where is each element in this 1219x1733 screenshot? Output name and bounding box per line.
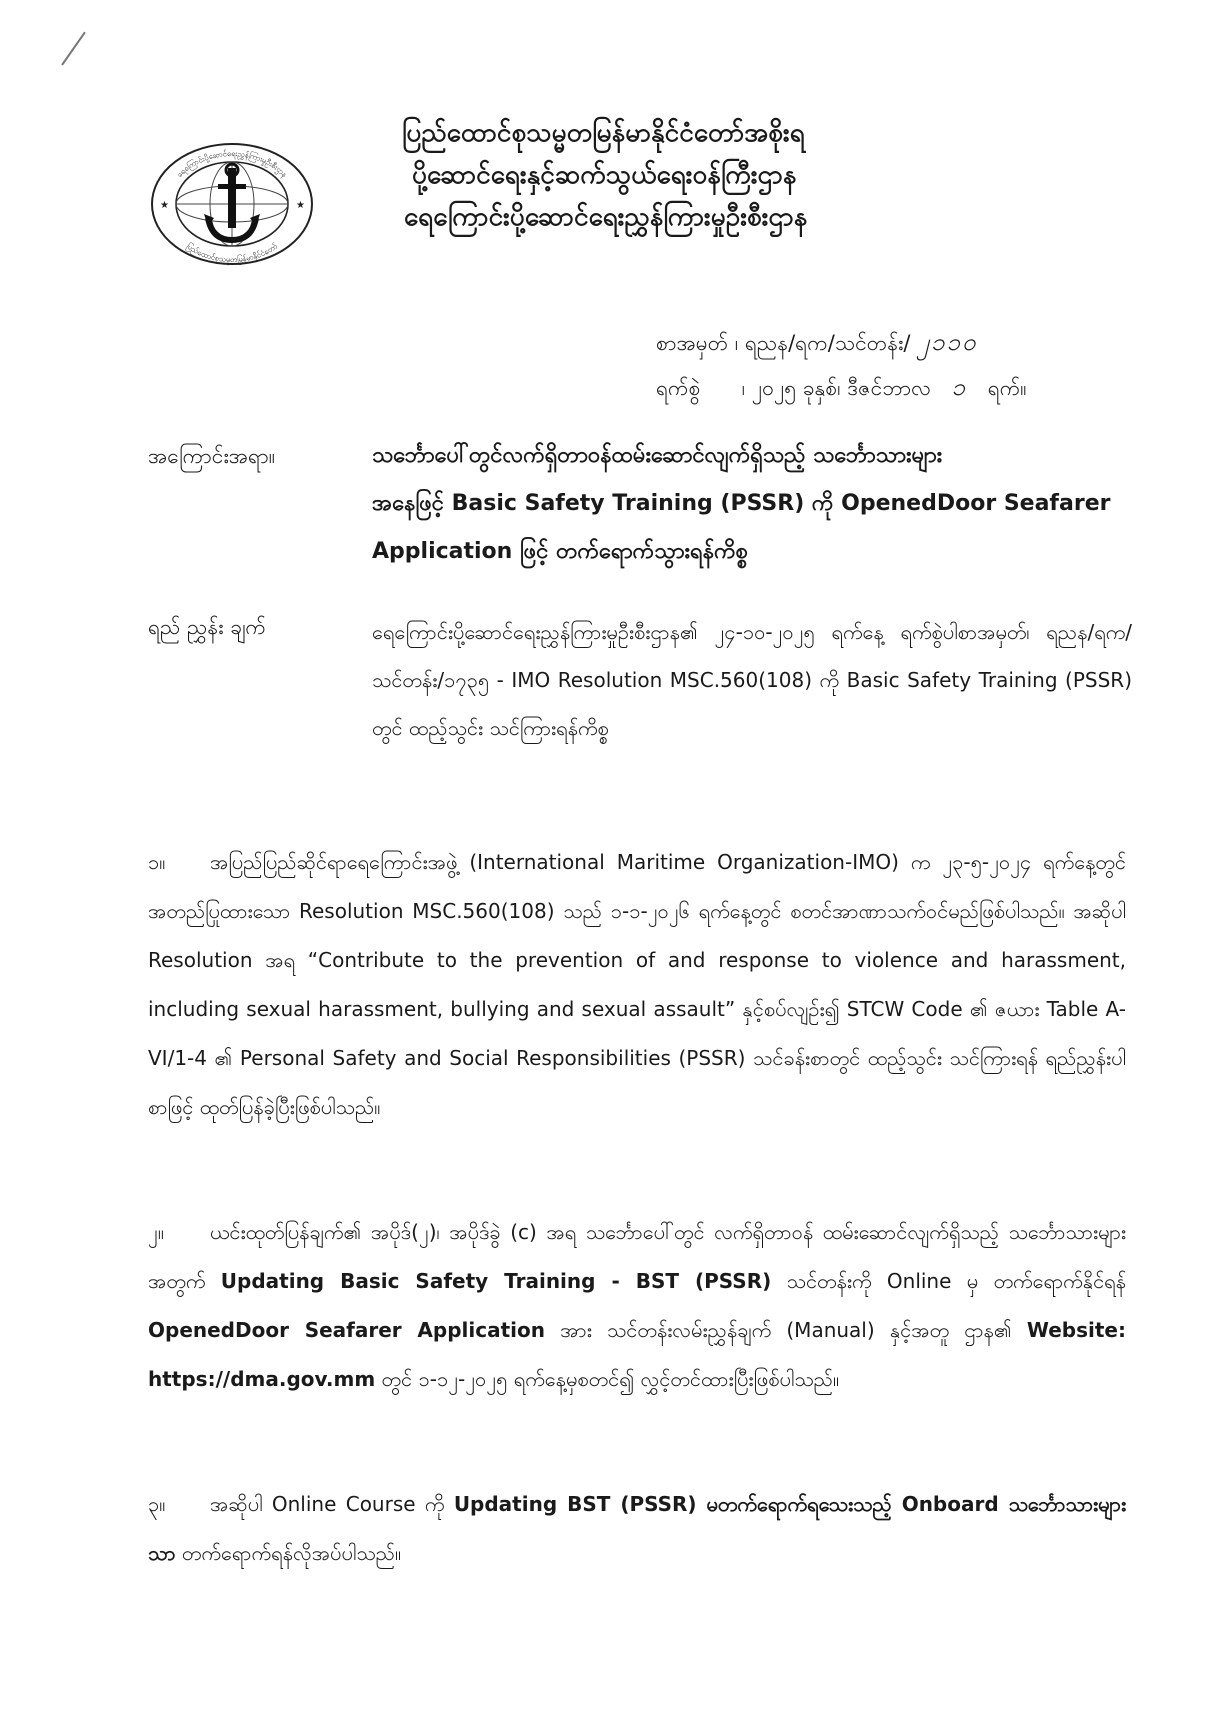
letterhead-department: ရေကြောင်းပို့ဆောင်ရေးညွှန်ကြားမှုဦးစီးဌာန	[404, 202, 808, 232]
paragraph-2-app-name: OpenedDoor Seafarer Application	[148, 1318, 545, 1342]
subject-line-1: သင်္ဘောပေါ်တွင်လက်ရှိတာဝန်ထမ်းဆောင်လျက်ရှိသည့် သင်္ဘောသားများ	[372, 443, 943, 468]
letter-date-row	[656, 365, 1156, 410]
letter-number-row	[656, 320, 1156, 365]
date-value: ၊ ၂၀၂၅ ခုနှစ်၊ ဒီဇင်ဘာလ	[741, 376, 931, 400]
paragraph-1-text: အပြည်ပြည်ဆိုင်ရာရေကြောင်းအဖွဲ့ (International Maritime Organization-IMO) က ၂၃-၅-၂၀၂၄ ရက်နေ့တွင် အတည်ပြုထားသော Resolution MSC.560(108) သည် ၁-၁-၂၀၂၆ ရက်နေ့တွင် စတင်အာဏာသက်ဝင်မည်ဖြစ်ပါသည်။ အဆိုပါ Resolution အရ “Contribute to the prevention of and response to violence and harassment, including sexual harassment, bullying and sexual assault” နှင့်စပ်လျဉ်း၍ STCW Code ၏ ဇယား Table A-VI/1-4 ၏ Personal Safety and Social Responsibilities (PSSR) သင်ခန်းစာတွင် ထည့်သွင်း သင်ကြားရန် ရည်ညွှန်းပါစာဖြင့် ထုတ်ပြန်ခဲ့ပြီးဖြစ်ပါသည်။	[148, 850, 1126, 1119]
subject-label: အကြောင်းအရာ။	[148, 444, 276, 468]
paragraph-2-website: Website: https://dma.gov.mm	[148, 1318, 1126, 1391]
subject-line-3: Application ဖြင့် တက်ရောက်သွားရန်ကိစ္စ	[372, 539, 749, 564]
letter-reference-block	[656, 320, 1156, 410]
letter-number-label: စာအမှတ် ၊ ရညန/ရက/သင်တန်း/	[656, 331, 911, 355]
paragraph-2-text-c: သင်တန်းကို Online မှ တက်ရောက်နိုင်ရန်	[786, 1269, 1127, 1293]
svg-text:★: ★	[296, 200, 305, 211]
paragraph-1-number: ၁။	[148, 850, 166, 874]
paragraph-3-emphasis: Updating BST (PSSR) မတက်ရောက်ရသေးသည့် Onboard သင်္ဘောသားများသာ	[148, 1492, 1127, 1565]
paragraph-2-text-e: အား သင်တန်းလမ်းညွှန်ချက် (Manual) နှင့်အတူ ဌာန၏	[560, 1318, 1012, 1342]
paragraph-2-text-a: ယင်းထုတ်ပြန်ချက်၏ အပိုဒ်(၂)၊ အပိုဒ်ခွဲ (c) အရ သင်္ဘောပေါ်တွင် လက်ရှိတာဝန် ထမ်းဆောင်လျက်ရှိသည့် သင်္ဘောသားများအတွက်	[148, 1220, 1126, 1293]
paragraph-2-text-g: တွင် ၁-၁၂-၂၀၂၅ ရက်နေ့မှစတင်၍ လွှင့်တင်ထားပြီးဖြစ်ပါသည်။	[381, 1367, 840, 1391]
paragraph-3	[148, 1480, 1126, 1578]
seal-bottom-text: ပြည်ထောင်စုသမ္မတမြန်မာနိုင်ငံတော်	[185, 241, 280, 265]
letter-number-value: ၂၁၁၀	[917, 328, 978, 356]
date-day: ၁	[951, 373, 968, 401]
paragraph-3-text-c: တက်ရောက်ရန်လိုအပ်ပါသည်။	[181, 1541, 402, 1565]
paragraph-1	[148, 838, 1126, 1132]
paragraph-2-number: ၂။	[148, 1220, 164, 1244]
seal-top-text: ရေကြောင်းပို့ဆောင်ရေးညွှန်ကြားမှုဦးစီးဌာန	[175, 148, 290, 180]
letterhead	[368, 112, 1008, 238]
date-label: ရက်စွဲ	[656, 376, 701, 400]
paragraph-3-number: ၃။	[148, 1492, 166, 1516]
department-seal-icon	[148, 140, 316, 268]
svg-text:★: ★	[160, 200, 169, 211]
subject-line-2: အနေဖြင့် Basic Safety Training (PSSR) ကို OpenedDoor Seafarer	[372, 491, 1111, 516]
reference-text: ရေကြောင်းပို့ဆောင်ရေးညွှန်ကြားမှုဦးစီးဌာန၏ ၂၄-၁၀-၂၀၂၅ ရက်နေ့ ရက်စွဲပါစာအမှတ်၊ ရညန/ရက/သင်တန်း/၁၇၃၅ - IMO Resolution MSC.560(108) ကို Basic Safety Training (PSSR) တွင် ထည့်သွင်း သင်ကြားရန်ကိစ္စ	[372, 620, 1132, 740]
subject-text	[372, 432, 1132, 576]
letterhead-government: ပြည်ထောင်စုသမ္မတမြန်မာနိုင်ငံတော်အစိုးရ	[402, 118, 805, 148]
paragraph-3-text-a: အဆိုပါ Online Course ကို	[210, 1492, 445, 1516]
letterhead-ministry: ပို့ဆောင်ရေးနှင့်ဆက်သွယ်ရေးဝန်ကြီးဌာန	[412, 160, 797, 190]
paragraph-2-course-name: Updating Basic Safety Training - BST (PSSR)	[220, 1269, 772, 1293]
reference-label: ရည် ညွှန်း ချက်	[148, 615, 266, 639]
pen-stroke-mark	[61, 32, 86, 66]
date-suffix: ရက်။	[987, 376, 1027, 400]
paragraph-2	[148, 1208, 1126, 1404]
